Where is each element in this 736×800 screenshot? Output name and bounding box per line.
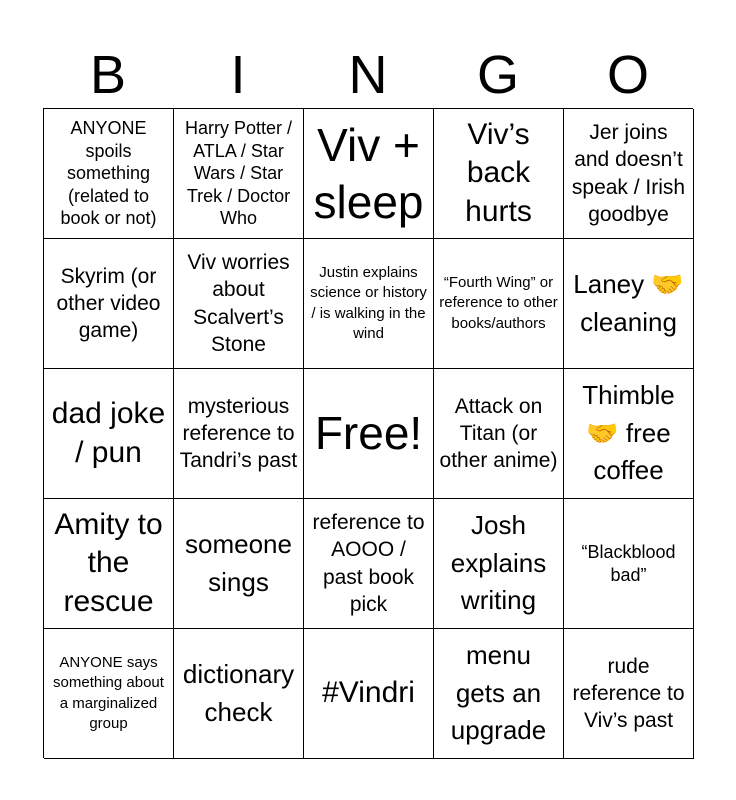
free-space[interactable]: Free!	[304, 369, 434, 499]
header-letter-n: N	[348, 45, 388, 105]
header-letter-i: I	[230, 45, 246, 105]
bingo-cell-r2c2[interactable]: Viv worries about Scalvert’s Stone	[174, 239, 304, 369]
bingo-cell-r2c4[interactable]: “Fourth Wing” or reference to other books/authors	[434, 239, 564, 369]
bingo-header	[43, 42, 693, 108]
bingo-cell-r2c3[interactable]: Justin explains science or history / is walking in the wind	[304, 239, 434, 369]
bingo-cell-r2c5[interactable]: Laney 🤝 cleaning	[564, 239, 694, 369]
bingo-cell-r1c2[interactable]: Harry Potter / ATLA / Star Wars / Star Trek / Doctor Who	[174, 109, 304, 239]
header-letter-b: B	[89, 45, 127, 105]
bingo-cell-r1c1[interactable]: ANYONE spoils something (related to book or not)	[44, 109, 174, 239]
header-letter-o: O	[606, 45, 649, 105]
bingo-cell-r1c5[interactable]: Jer joins and doesn’t speak / Irish goodbye	[564, 109, 694, 239]
header-letter-g: G	[476, 45, 519, 105]
bingo-cell-r4c2[interactable]: someone sings	[174, 499, 304, 629]
bingo-cell-r3c1[interactable]: dad joke / pun	[44, 369, 174, 499]
bingo-cell-r5c5[interactable]: rude reference to Viv’s past	[564, 629, 694, 759]
bingo-cell-r3c2[interactable]: mysterious reference to Tandri’s past	[174, 369, 304, 499]
bingo-cell-r1c3[interactable]: Viv + sleep	[304, 109, 434, 239]
bingo-cell-r5c3[interactable]: #Vindri	[304, 629, 434, 759]
bingo-cell-r3c4[interactable]: Attack on Titan (or other anime)	[434, 369, 564, 499]
bingo-cell-r5c2[interactable]: dictionary check	[174, 629, 304, 759]
bingo-cell-r4c1[interactable]: Amity to the rescue	[44, 499, 174, 629]
bingo-cell-r2c1[interactable]: Skyrim (or other video game)	[44, 239, 174, 369]
bingo-cell-r1c4[interactable]: Viv’s back hurts	[434, 109, 564, 239]
bingo-cell-r5c4[interactable]: menu gets an upgrade	[434, 629, 564, 759]
bingo-cell-r5c1[interactable]: ANYONE says something about a marginalized group	[44, 629, 174, 759]
bingo-cell-r3c5[interactable]: Thimble 🤝 free coffee	[564, 369, 694, 499]
bingo-cell-r4c3[interactable]: reference to AOOO / past book pick	[304, 499, 434, 629]
bingo-cell-r4c4[interactable]: Josh explains writing	[434, 499, 564, 629]
bingo-cell-r4c5[interactable]: “Blackblood bad”	[564, 499, 694, 629]
bingo-board	[43, 108, 693, 758]
